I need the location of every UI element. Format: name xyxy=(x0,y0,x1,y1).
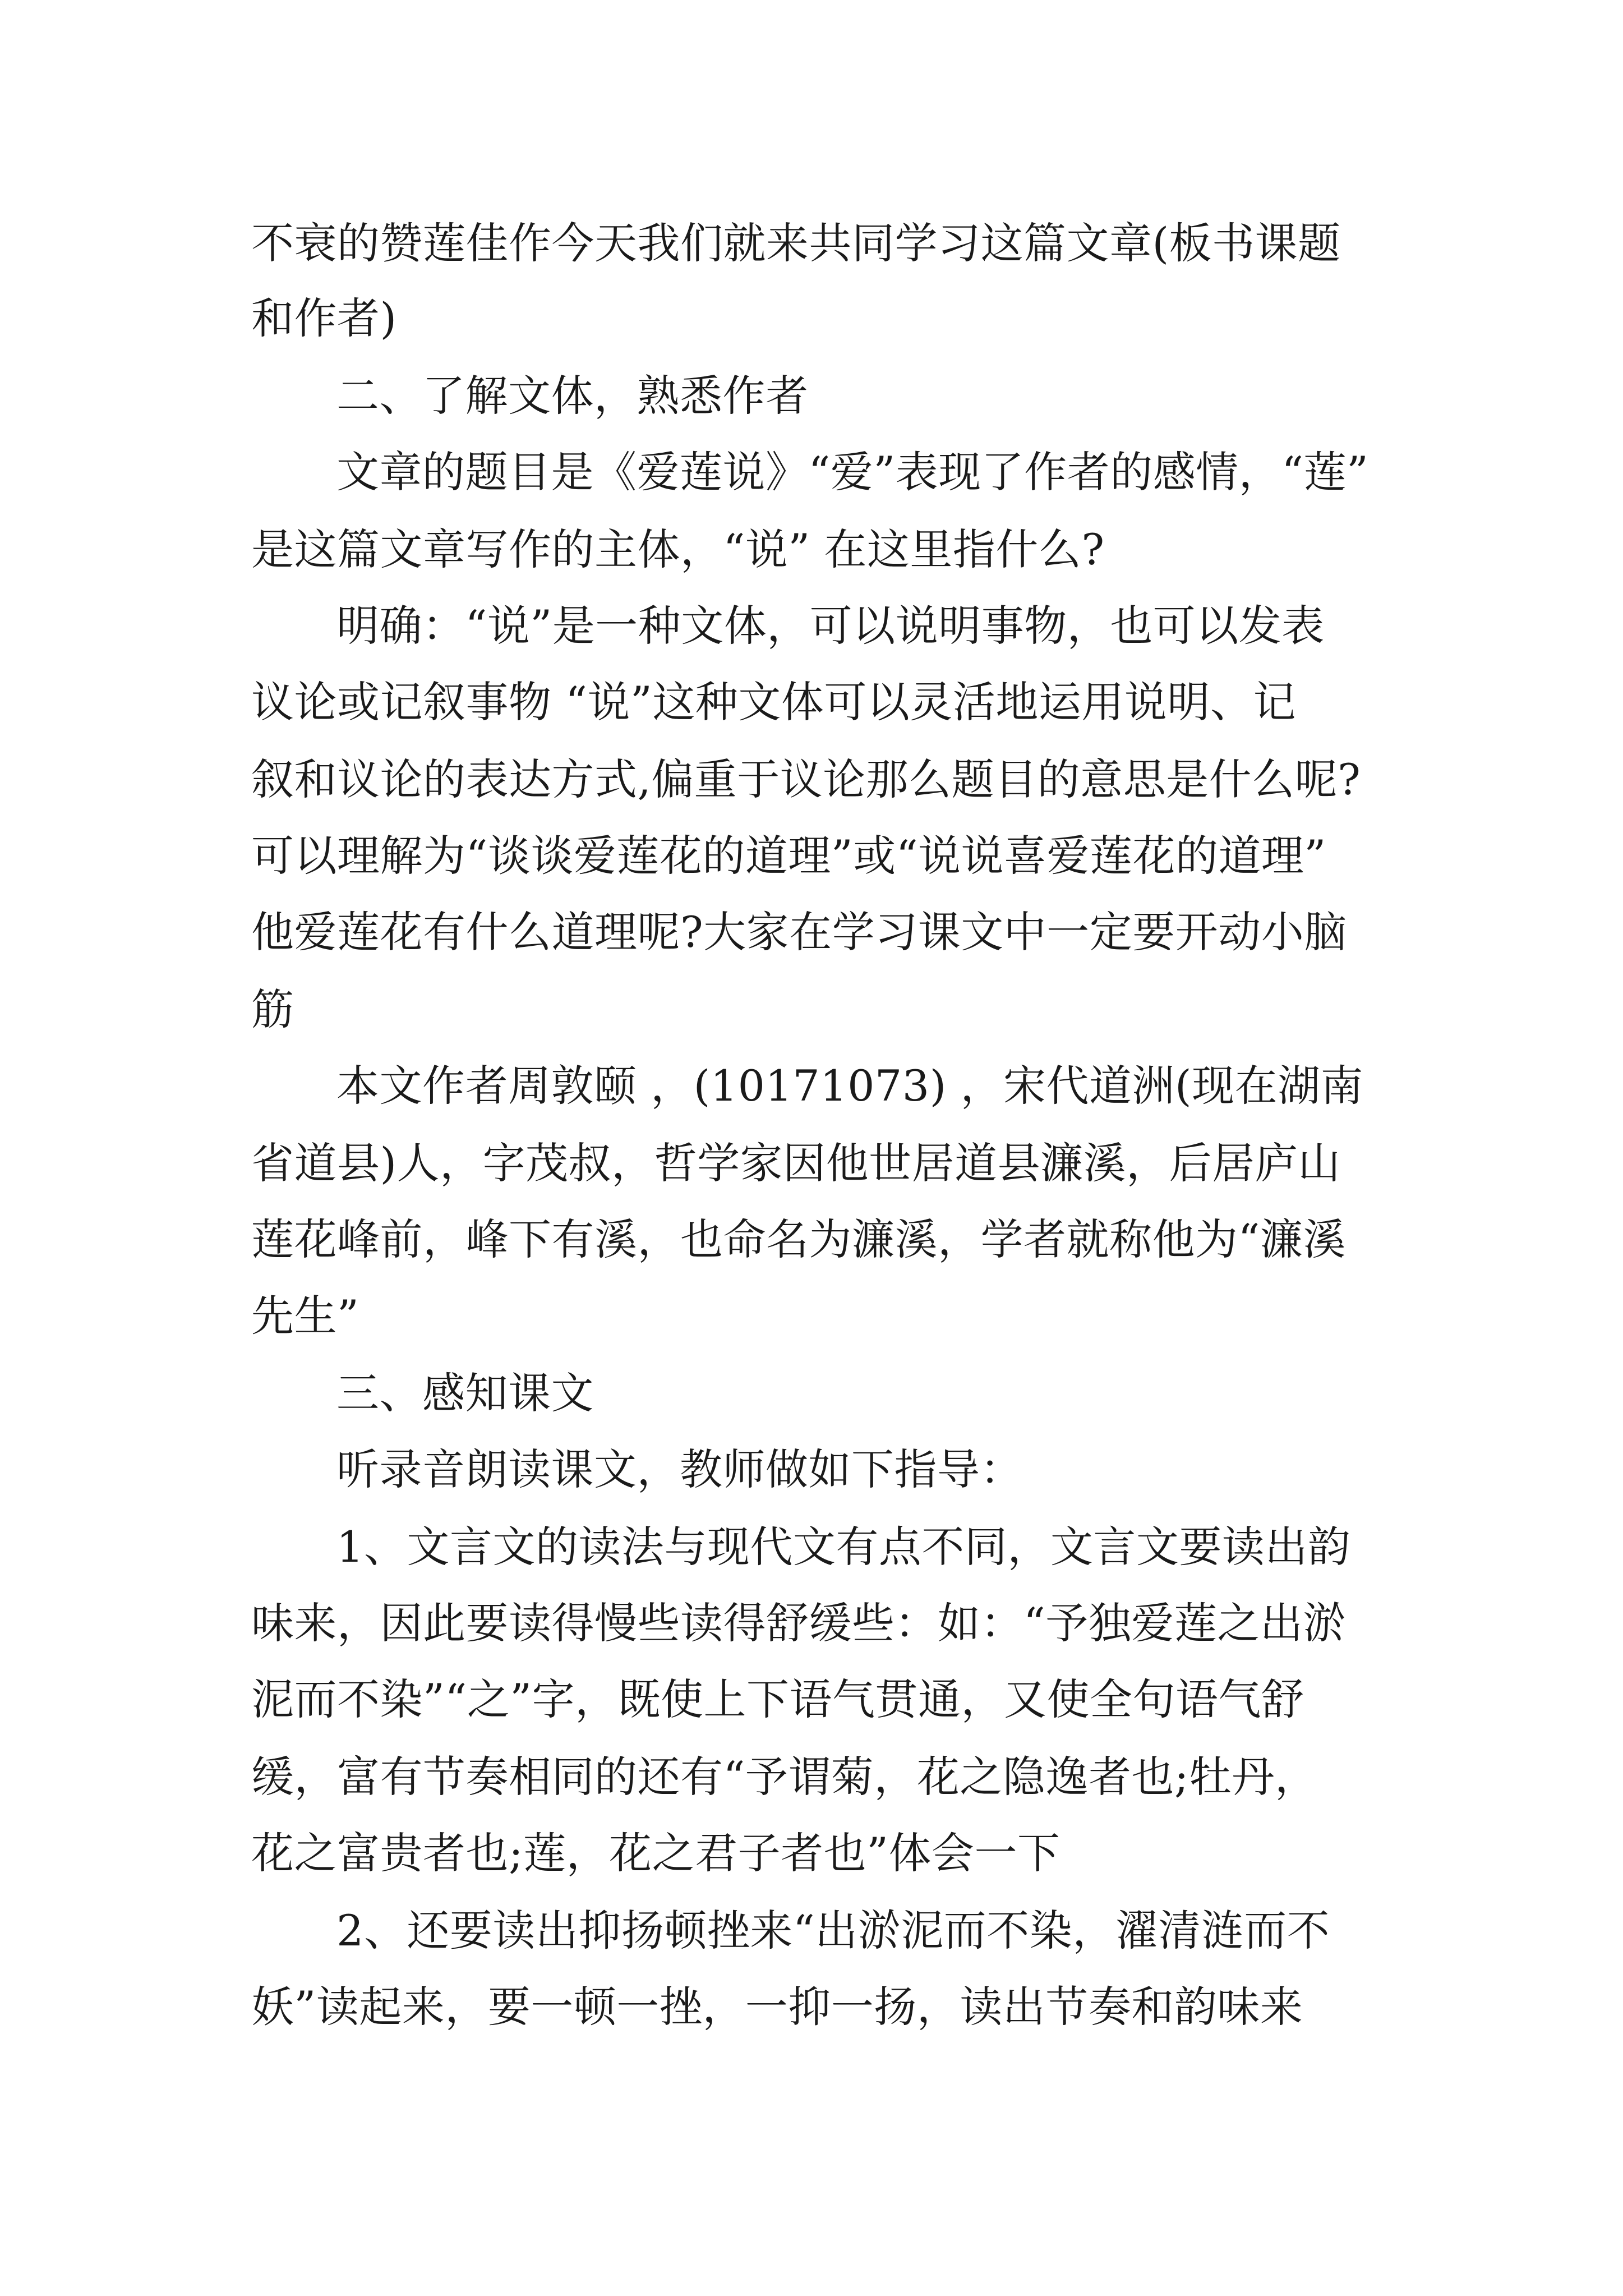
section-heading: 三、感知课文 xyxy=(336,1368,594,1418)
text-line: 可以理解为“谈谈爱莲花的道理”或“说说喜爱莲花的道理” xyxy=(251,831,1326,881)
text-line: 和作者) xyxy=(251,293,397,343)
text-line: 泥而不染”“之”字，既使上下语气贯通，又使全句语气舒 xyxy=(251,1674,1304,1724)
text-line: 是这篇文章写作的主体，“说” 在这里指什么? xyxy=(251,524,1105,574)
text-line: 莲花峰前，峰下有溪，也命名为濂溪，学者就称他为“濂溪 xyxy=(251,1214,1346,1264)
text-line: 1、文言文的读法与现代文有点不同，文言文要读出韵 xyxy=(336,1522,1351,1572)
section-heading: 二、了解文体，熟悉作者 xyxy=(336,371,809,421)
text-line: 不衰的赞莲佳作今天我们就来共同学习这篇文章(板书课题 xyxy=(251,218,1341,268)
text-line: 缓，富有节奏相同的还有“予谓菊，花之隐逸者也;牡丹， xyxy=(251,1752,1318,1802)
text-line: 议论或记叙事物 “说”这种文体可以灵活地运用说明、记 xyxy=(251,677,1296,727)
text-line: 花之富贵者也;莲，花之君子者也”体会一下 xyxy=(251,1828,1061,1878)
text-line: 他爱莲花有什么道理呢?大家在学习课文中一定要开动小脑 xyxy=(251,907,1347,957)
text-line: 妖”读起来，要一顿一挫，一抑一扬，读出节奏和韵味来 xyxy=(251,1982,1303,2032)
text-line: 筋 xyxy=(251,984,294,1034)
text-line: 省道县)人，字茂叔，哲学家因他世居道县濂溪，后居庐山 xyxy=(251,1138,1341,1188)
text-line: 2、还要读出抑扬顿挫来“出淤泥而不染，濯清涟而不 xyxy=(336,1906,1330,1955)
text-line: 文章的题目是《爱莲说》“爱”表现了作者的感情，“莲” xyxy=(336,447,1369,497)
text-line: 叙和议论的表达方式,偏重于议论那么题目的意思是什么呢? xyxy=(251,754,1361,804)
text-line: 明确：“说”是一种文体，可以说明事物，也可以发表 xyxy=(336,601,1325,651)
text-line: 味来，因此要读得慢些读得舒缓些：如：“予独爱莲之出淤 xyxy=(251,1598,1346,1648)
text-line: 先生” xyxy=(251,1291,359,1341)
text-line: 本文作者周敦颐 ，(10171073) ，宋代道洲(现在湖南 xyxy=(336,1061,1364,1111)
text-line: 听录音朗读课文，教师做如下指导： xyxy=(336,1444,1023,1494)
